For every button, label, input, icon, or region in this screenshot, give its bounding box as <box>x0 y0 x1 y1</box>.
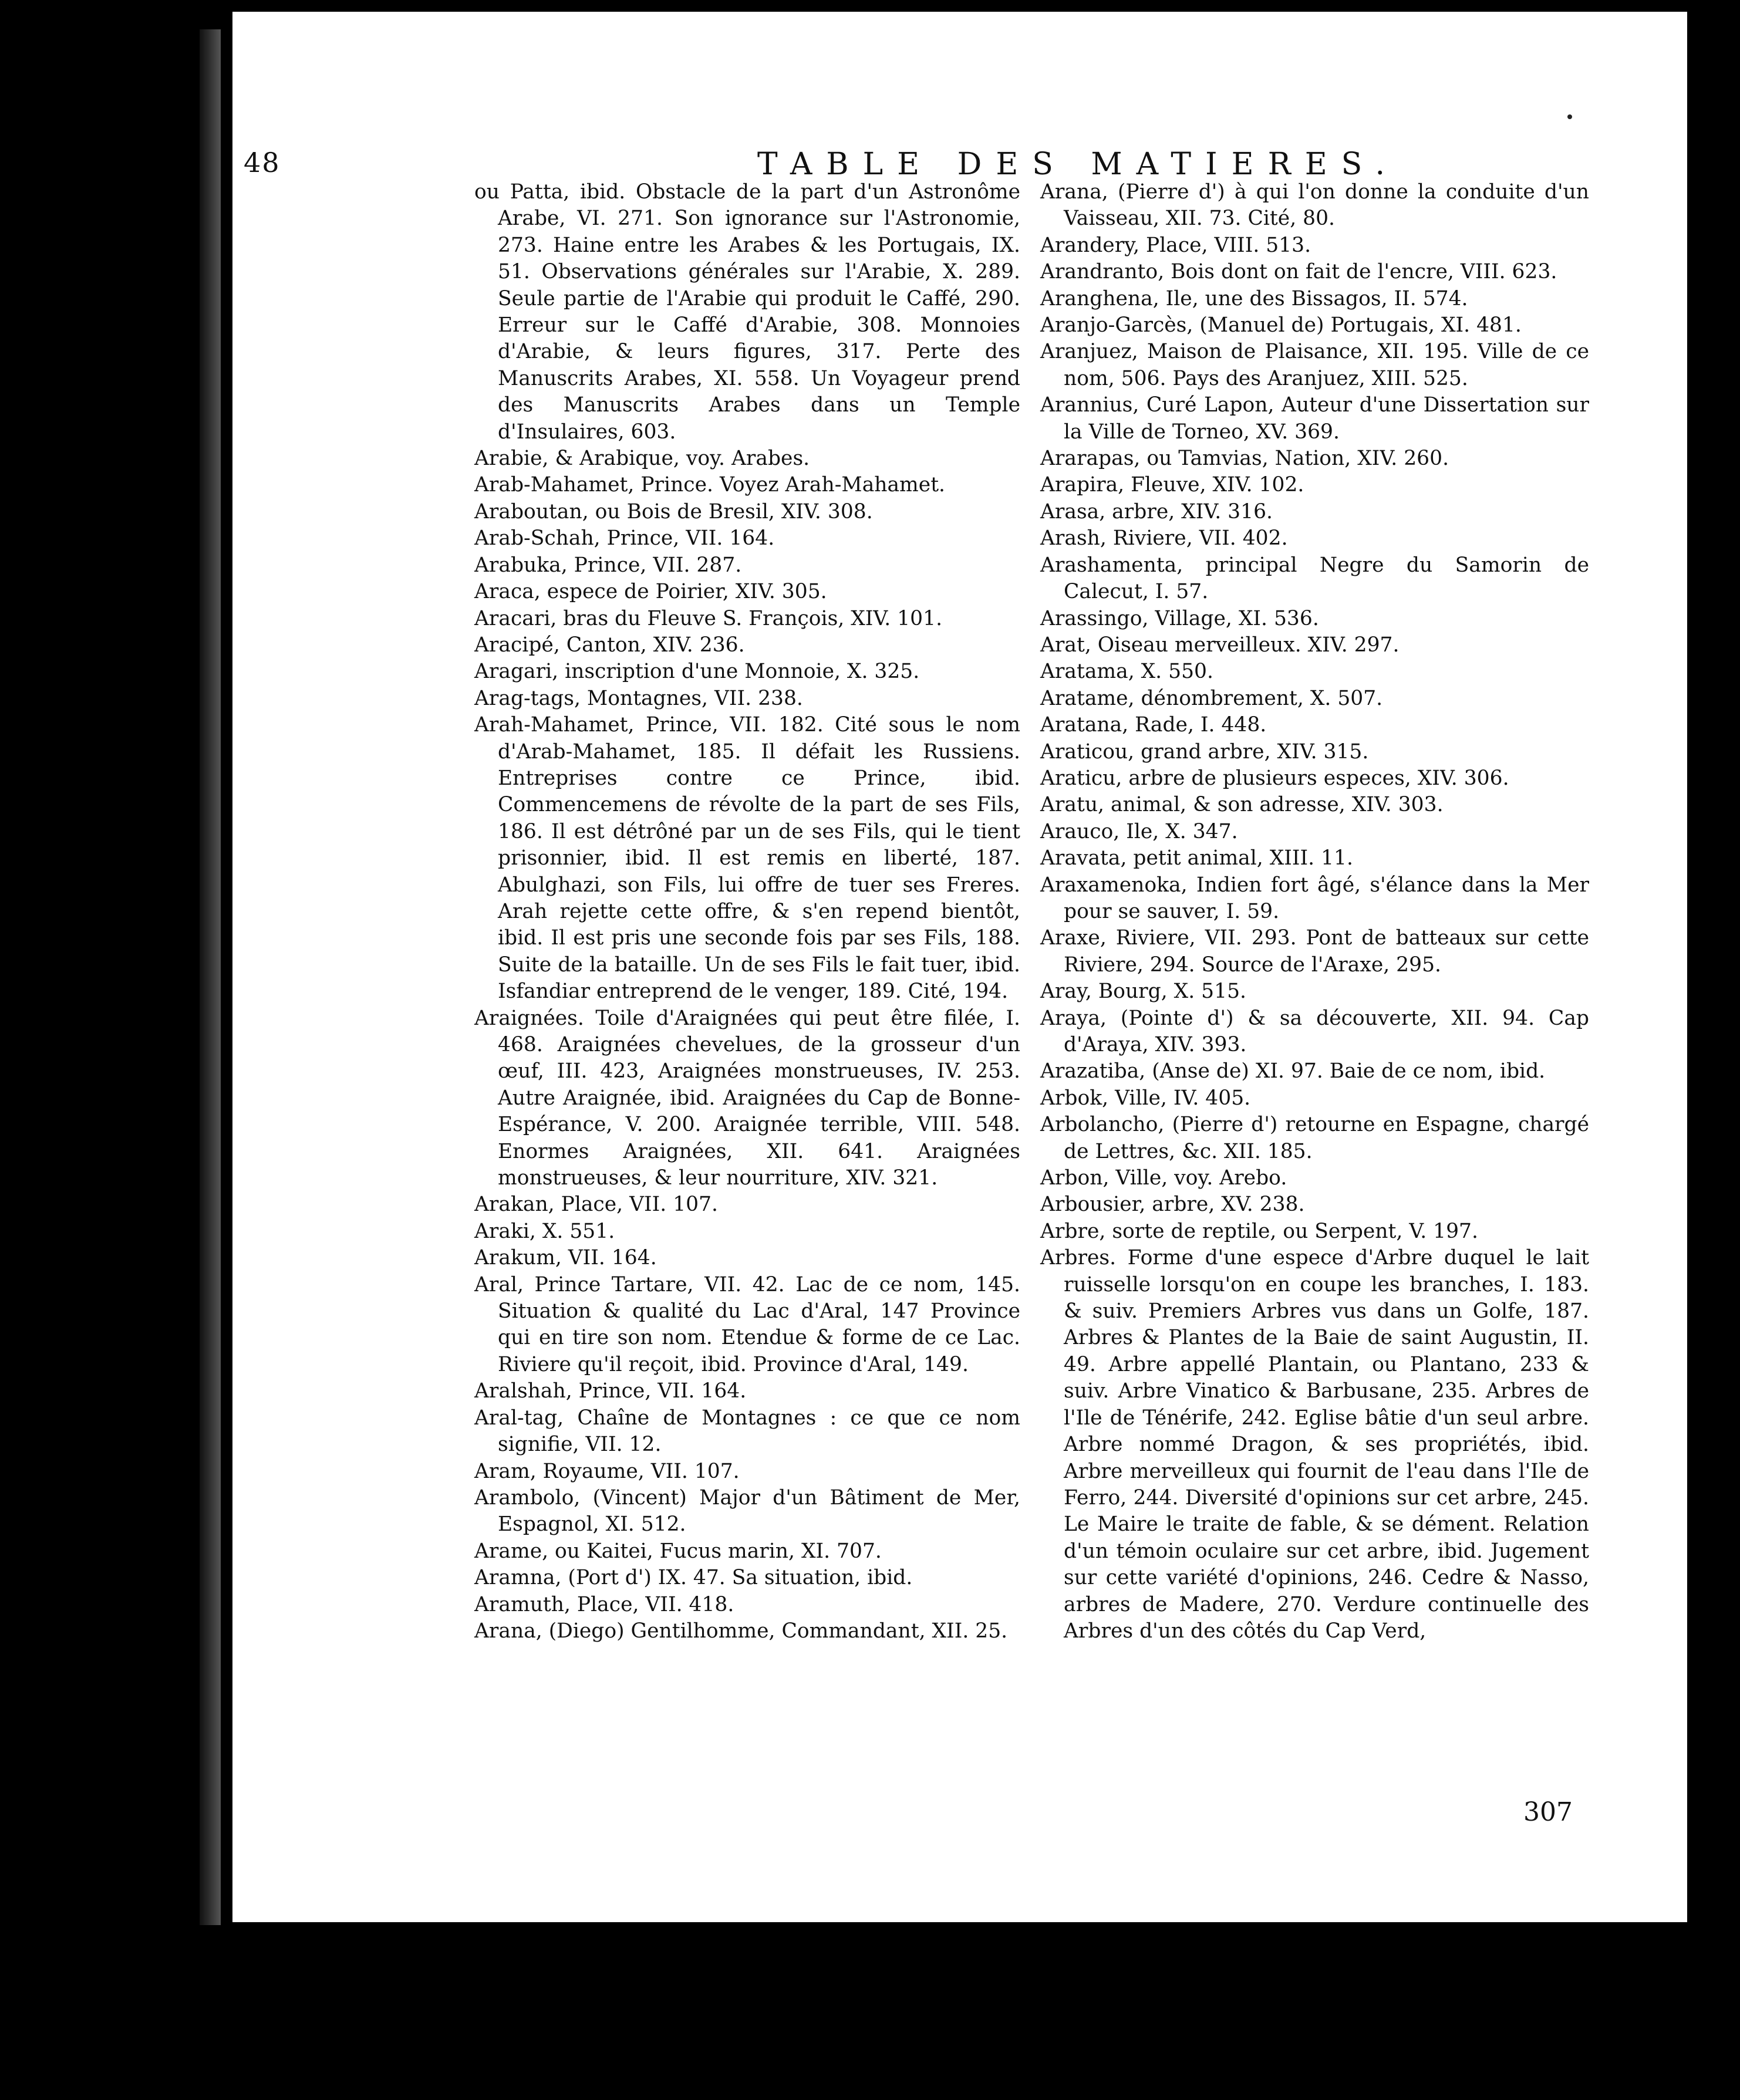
page-number: 48 <box>244 147 281 178</box>
index-entry: Arbon, Ville, voy. Arebo. <box>1040 1166 1287 1190</box>
index-entry: Aralshah, Prince, VII. 164. <box>474 1379 747 1403</box>
index-entry: Aramuth, Place, VII. 418. <box>474 1592 734 1616</box>
index-entry: Aramna, (Port d') IX. 47. Sa situation, ibid. <box>474 1566 913 1590</box>
running-title: TABLE DES MATIERES. <box>757 147 1399 182</box>
ink-speck <box>1567 114 1572 119</box>
index-entry: Aratana, Rade, I. 448. <box>1040 713 1267 737</box>
index-entry: Araca, espece de Poirier, XIV. 305. <box>474 580 827 604</box>
index-entry: Arbre, sorte de reptile, ou Serpent, V. 197. <box>1040 1219 1478 1243</box>
index-entry: Aracipé, Canton, XIV. 236. <box>474 633 745 657</box>
index-entry: Arana, (Pierre d') à qui l'on donne la conduite d'un Vaisseau, XII. 73. Cité, 80. <box>1040 180 1589 231</box>
index-entry: Arbres. Forme d'une espece d'Arbre duquel le lait ruisselle lorsqu'on en coupe les branches, I. 183. & suiv. Premiers Arbres vus dans un Golfe, 187. Arbres & Plantes de la Baie de saint Augustin, II. 49. Arbre appellé Plantain, ou Plantano, 233 & suiv. Arbre Vinatico & Barbusane, 235. Arbres de l'Ile de Ténérife, 242. Eglise bâtie d'un seul arbre. Arbre nommé Dragon, & ses propriétés, ibid. Arbre merveilleux qui fournit de l'eau dans l'Ile de Ferro, 244. Diversité d'opinions sur cet arbre, 245. Le Maire le traite de fable, & se dément. Relation d'un témoin oculaire sur cet arbre, ibid. Jugement sur cette variété d'opinions, 246. Cedre & Nasso, arbres de Madere, 270. Verdure continuelle des Arbres d'un des côtés du Cap Verd, <box>1040 1246 1589 1643</box>
index-entry: Aratu, animal, & son adresse, XIV. 303. <box>1040 793 1444 817</box>
index-entry: Arab-Mahamet, Prince. Voyez Arah-Mahamet. <box>474 473 946 497</box>
index-entry: Arbok, Ville, IV. 405. <box>1040 1086 1251 1110</box>
index-entry: Arabie, & Arabique, voy. Arabes. <box>474 447 810 471</box>
index-entry: Arasa, arbre, XIV. 316. <box>1040 499 1273 524</box>
index-entry: Aral, Prince Tartare, VII. 42. Lac de ce nom, 145. Situation & qualité du Lac d'Aral, 147 Province qui en tire son nom. Etendue & forme de ce Lac. Riviere qu'il reçoit, ibid. Province d'Aral, 149. <box>474 1272 1020 1376</box>
index-entry: Aram, Royaume, VII. 107. <box>474 1459 740 1483</box>
index-entry: Arag-tags, Montagnes, VII. 238. <box>474 686 803 710</box>
index-entry: Arauco, Ile, X. 347. <box>1040 819 1238 843</box>
index-entry: Arandranto, Bois dont on fait de l'encre, VIII. 623. <box>1040 260 1557 284</box>
index-entry: Arakan, Place, VII. 107. <box>474 1193 719 1217</box>
catchword: 307 <box>1523 1797 1573 1827</box>
index-entry: Aranjo-Garcès, (Manuel de) Portugais, XI. 481. <box>1040 313 1522 337</box>
index-entry: Arapira, Fleuve, XIV. 102. <box>1040 473 1304 497</box>
index-entry: Arbolancho, (Pierre d') retourne en Espagne, chargé de Lettres, &c. XII. 185. <box>1040 1113 1589 1163</box>
index-entry: Aranjuez, Maison de Plaisance, XII. 195. Ville de ce nom, 506. Pays des Aranjuez, XIII. 525. <box>1040 340 1589 390</box>
index-entry: Araticou, grand arbre, XIV. 315. <box>1040 740 1369 764</box>
scan-border <box>1687 0 1740 2100</box>
index-entry: Aravata, petit animal, XIII. 11. <box>1040 846 1353 870</box>
index-entry: Arbousier, arbre, XV. 238. <box>1040 1193 1305 1217</box>
right-column <box>1040 179 1589 1645</box>
index-entry: Aray, Bourg, X. 515. <box>1040 980 1246 1004</box>
index-entry: Arana, (Diego) Gentilhomme, Commandant, XII. 25. <box>474 1619 1008 1643</box>
index-entry: ou Patta, ibid. Obstacle de la part d'un Astronôme Arabe, VI. 271. Son ignorance sur l'Astronomie, 273. Haine entre les Arabes & les Portugais, IX. 51. Observations générales sur l'Arabie, X. 289. Seule partie de l'Arabie qui produit le Caffé, 290. Erreur sur le Caffé d'Arabie, 308. Monnoies d'Arabie, & leurs figures, 317. Perte des Manuscrits Arabes, XI. 558. Un Voyageur prend des Manuscrits Arabes dans un Temple d'Insulaires, 603. <box>474 180 1020 444</box>
index-entry: Aragari, inscription d'une Monnoie, X. 325. <box>474 660 920 684</box>
index-entry: Arazatiba, (Anse de) XI. 97. Baie de ce nom, ibid. <box>1040 1059 1546 1083</box>
index-entry: Araxamenoka, Indien fort âgé, s'élance dans la Mer pour se sauver, I. 59. <box>1040 873 1589 923</box>
index-entry: Arab-Schah, Prince, VII. 164. <box>474 526 775 551</box>
index-entry: Araboutan, ou Bois de Bresil, XIV. 308. <box>474 499 873 524</box>
index-entry: Arannius, Curé Lapon, Auteur d'une Dissertation sur la Ville de Torneo, XV. 369. <box>1040 393 1589 444</box>
index-entry: Aranghena, Ile, une des Bissagos, II. 574. <box>1040 286 1468 310</box>
index-entry: Arah-Mahamet, Prince, VII. 182. Cité sous le nom d'Arab-Mahamet, 185. Il défait les Russiens. Entreprises contre ce Prince, ibid. Commencemens de révolte de la part de ses Fils, 186. Il est détrôné par un de ses Fils, qui le tient prisonnier, ibid. Il est remis en liberté, 187. Abulghazi, son Fils, lui offre de tuer ses Freres. Arah rejette cette offre, & s'en repend bientôt, ibid. Il est pris une seconde fois par ses Fils, 188. Suite de la bataille. Un de ses Fils le fait tuer, ibid. Isfandiar entreprend de le venger, 189. Cité, 194. <box>474 713 1020 1004</box>
index-entry: Aral-tag, Chaîne de Montagnes : ce que ce nom signifie, VII. 12. <box>474 1406 1020 1457</box>
index-entry: Araticu, arbre de plusieurs especes, XIV. 306. <box>1040 766 1509 790</box>
index-entry: Aratame, dénombrement, X. 507. <box>1040 686 1383 710</box>
index-entry: Arashamenta, principal Negre du Samorin de Calecut, I. 57. <box>1040 553 1589 604</box>
index-entry: Arame, ou Kaitei, Fucus marin, XI. 707. <box>474 1539 882 1563</box>
page-edge-shadow <box>200 29 221 1925</box>
index-entry: Arambolo, (Vincent) Major d'un Bâtiment de Mer, Espagnol, XI. 512. <box>474 1485 1020 1537</box>
index-entry: Araxe, Riviere, VII. 293. Pont de batteaux sur cette Riviere, 294. Source de l'Araxe, 295. <box>1040 926 1589 977</box>
index-entry: Aracari, bras du Fleuve S. François, XIV. 101. <box>474 606 943 630</box>
index-entry: Arabuka, Prince, VII. 287. <box>474 553 742 577</box>
index-entry: Araya, (Pointe d') & sa découverte, XII. 94. Cap d'Araya, XIV. 393. <box>1040 1006 1589 1056</box>
index-entry: Araignées. Toile d'Araignées qui peut être filée, I. 468. Araignées chevelues, de la grosseur d'un œuf, III. 423, Araignées monstrueuses, IV. 253. Autre Araignée, ibid. Araignées du Cap de Bonne-Espérance, V. 200. Araignée terrible, VIII. 548. Enormes Araignées, XII. 641. Araignées monstrueuses, & leur nourriture, XIV. 321. <box>474 1006 1020 1190</box>
index-entry: Ararapas, ou Tamvias, Nation, XIV. 260. <box>1040 447 1449 471</box>
index-entry: Arat, Oiseau merveilleux. XIV. 297. <box>1040 633 1400 657</box>
index-entry: Arakum, VII. 164. <box>474 1246 657 1270</box>
left-column <box>474 179 1020 1645</box>
index-entry: Araki, X. 551. <box>474 1219 615 1243</box>
index-entry: Arandery, Place, VIII. 513. <box>1040 233 1311 257</box>
index-entry: Aratama, X. 550. <box>1040 660 1213 684</box>
index-entry: Arash, Riviere, VII. 402. <box>1040 526 1288 551</box>
index-entry: Arassingo, Village, XI. 536. <box>1040 606 1319 630</box>
